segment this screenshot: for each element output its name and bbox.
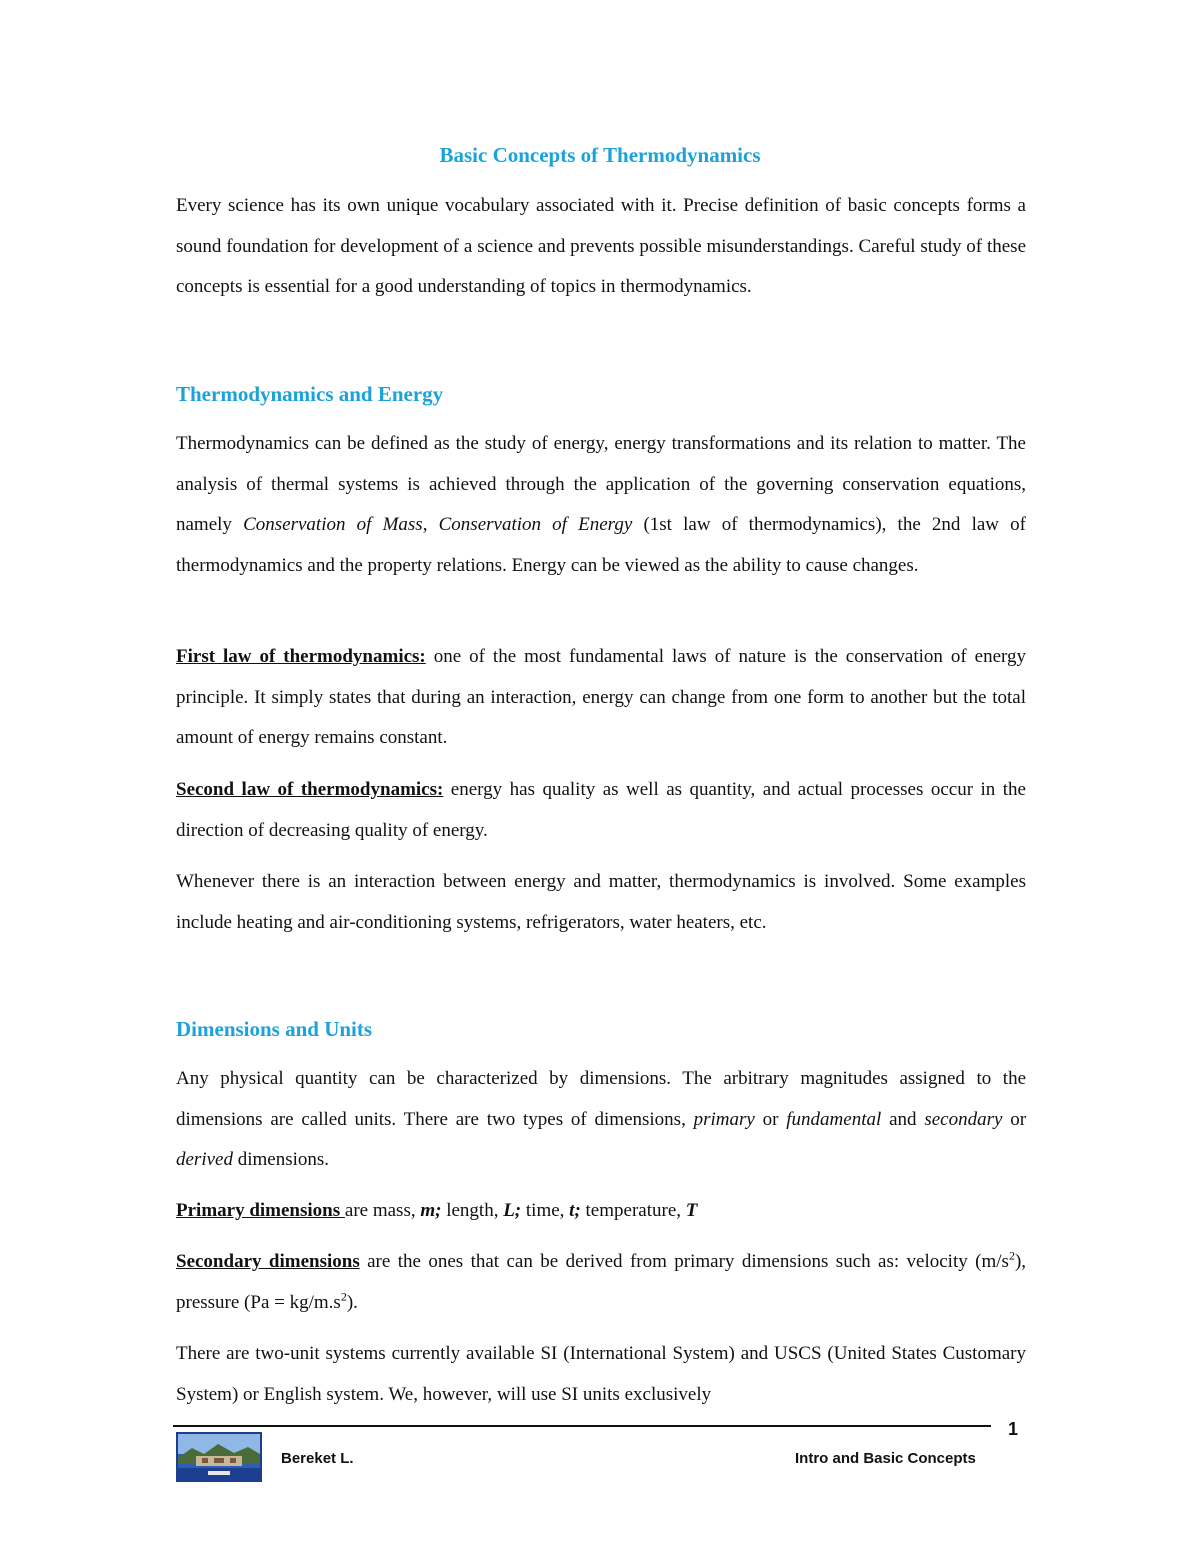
footer-divider: [173, 1425, 991, 1427]
unit-systems-paragraph: There are two-unit systems currently available SI (International System) and USCS (United States Customary System) or English system. We, however, will use SI units exclusively: [176, 1343, 1026, 1405]
footer-chapter-title: Intro and Basic Concepts: [795, 1450, 976, 1467]
secondary-dimensions-term: Secondary dimensions: [176, 1251, 360, 1272]
secondary-dimensions-paragraph: Secondary dimensions are the ones that can be derived from primary dimensions such as: velocity $(m/s^2)$, pressure $(Pa = kg/m.s^2)$.: [176, 1248, 1027, 1313]
logo-graphic: [178, 1434, 260, 1480]
university-logo-image: [176, 1432, 262, 1482]
examples-paragraph: Whenever there is an interaction between energy and matter, thermodynamics is involved. Some examples include heating and air-conditioning systems, refrigerators, water heaters, etc.: [176, 871, 1026, 933]
thermodynamics-definition-paragraph: Thermodynamics can be defined as the study of energy, energy transformations and its relation to matter. The analysis of thermal systems is achieved through the application of the governing conservation equations, namely Conservation of Mass, Conservation of Energy (1st law of thermodynamics), the 2nd law of thermodynamics and the property relations. Energy can be viewed as the ability to cause changes.: [176, 433, 1027, 577]
first-law-term: First law of thermodynamics:: [176, 646, 426, 667]
footer-author: Bereket L.: [281, 1450, 354, 1467]
second-law-paragraph: Second law of thermodynamics: energy has quality as well as quantity, and actual processes occur in the direction of decreasing quality of energy.: [176, 779, 1026, 841]
conservation-of-energy-term: Conservation of Energy: [438, 514, 633, 536]
first-law-paragraph: First law of thermodynamics: one of the most fundamental laws of nature is the conservation of energy principle. It simply states that during an interaction, energy can change from one form to another but the total amount of energy remains constant.: [176, 646, 1026, 749]
primary-dimensions-term: Primary dimensions: [176, 1200, 345, 1221]
section-heading-thermodynamics-energy: Thermodynamics and Energy: [176, 382, 444, 406]
intro-paragraph: Every science has its own unique vocabulary associated with it. Precise definition of basic concepts forms a sound foundation for development of a science and prevents possible misunderstandings. Careful study of these concepts is essential for a good understanding of topics in thermodynamics.: [176, 195, 1026, 298]
dimensions-paragraph: Any physical quantity can be characterized by dimensions. The arbitrary magnitudes assigned to the dimensions are called units. There are two types of dimensions, primary or fundamental and secondary or derived dimensions.: [176, 1068, 1027, 1171]
conservation-of-mass-term: Conservation of Mass: [243, 514, 423, 536]
page-number: 1: [1008, 1419, 1019, 1439]
page-title: Basic Concepts of Thermodynamics: [439, 143, 761, 167]
primary-dimensions-line: Primary dimensions are mass, m; length, L; time, t; temperature, T: [176, 1200, 698, 1221]
section-heading-dimensions-units: Dimensions and Units: [176, 1017, 373, 1041]
second-law-term: Second law of thermodynamics:: [176, 779, 444, 800]
